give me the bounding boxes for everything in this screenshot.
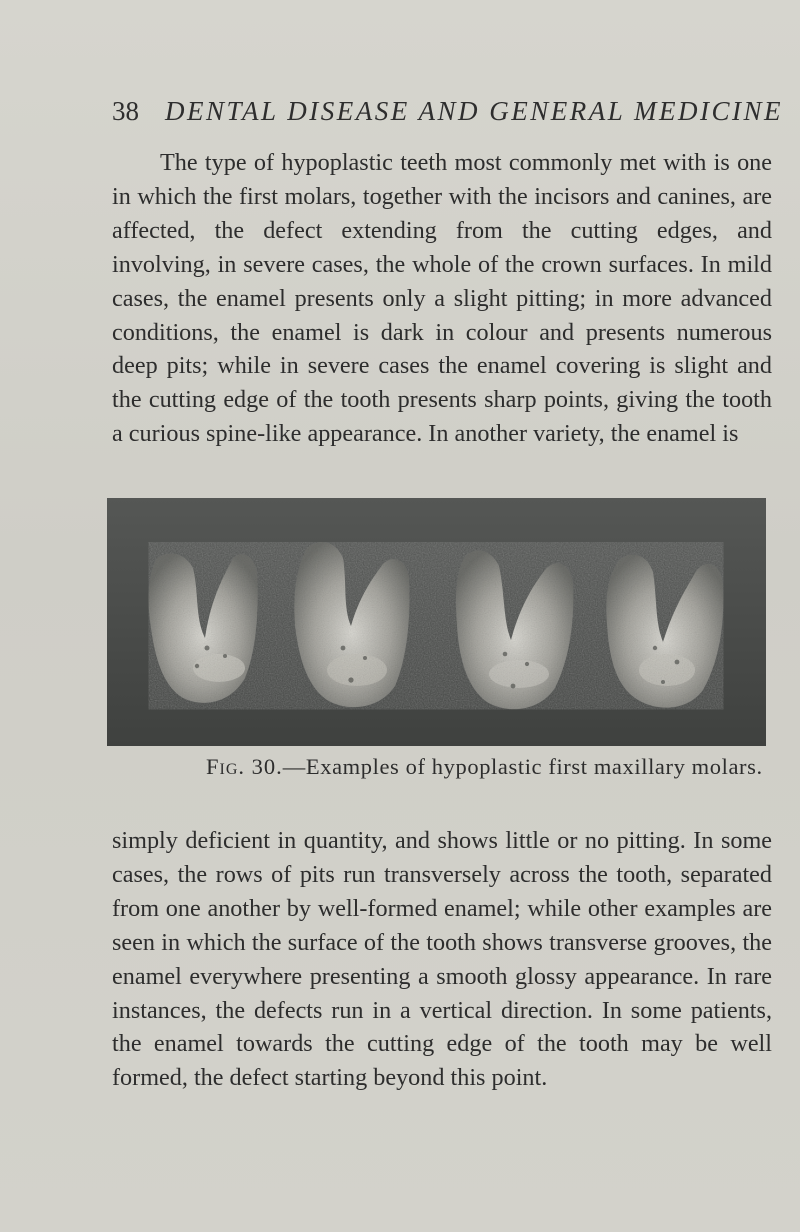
page-number: 38 [112, 96, 139, 126]
molars-illustration [107, 498, 766, 746]
running-title: DENTAL DISEASE AND GENERAL MEDICINE [165, 96, 783, 126]
running-head [112, 96, 783, 127]
figure-caption-text: —Examples of hypoplastic first maxillary molars. [282, 754, 763, 779]
figure-molars-photo [107, 498, 766, 746]
figure-label: Fig. 30. [206, 754, 283, 779]
paragraph-bottom: simply deficient in quantity, and shows little or no pitting. In some cases, the rows of pits run transversely across the tooth, separated from one another by well-formed enamel; while other examples are seen in which the surface of the tooth shows transverse grooves, the enamel everywhere presenting a smooth glossy appearance. In rare instances, the defects run in a vertical direction. In some patients, the enamel towards the cutting edge of the tooth may be well formed, the defect starting beyond this point. [112, 827, 772, 1092]
figure-background [107, 498, 766, 746]
figure-caption [206, 754, 763, 780]
paragraph-top: The type of hypoplastic teeth most commonly met with is one in which the first molars, together with the incisors and canines, are affected, the defect extending from the cutting edges, and involving, in severe cases, the whole of the crown surfaces. In mild cases, the enamel presents only a slight pitting; in more advanced conditions, the enamel is dark in colour and presents numerous deep pits; while in severe cases the enamel covering is slight and the cutting edge of the tooth presents sharp points, giving the tooth a curious spine-like appearance. In another variety, the enamel is [112, 149, 772, 448]
